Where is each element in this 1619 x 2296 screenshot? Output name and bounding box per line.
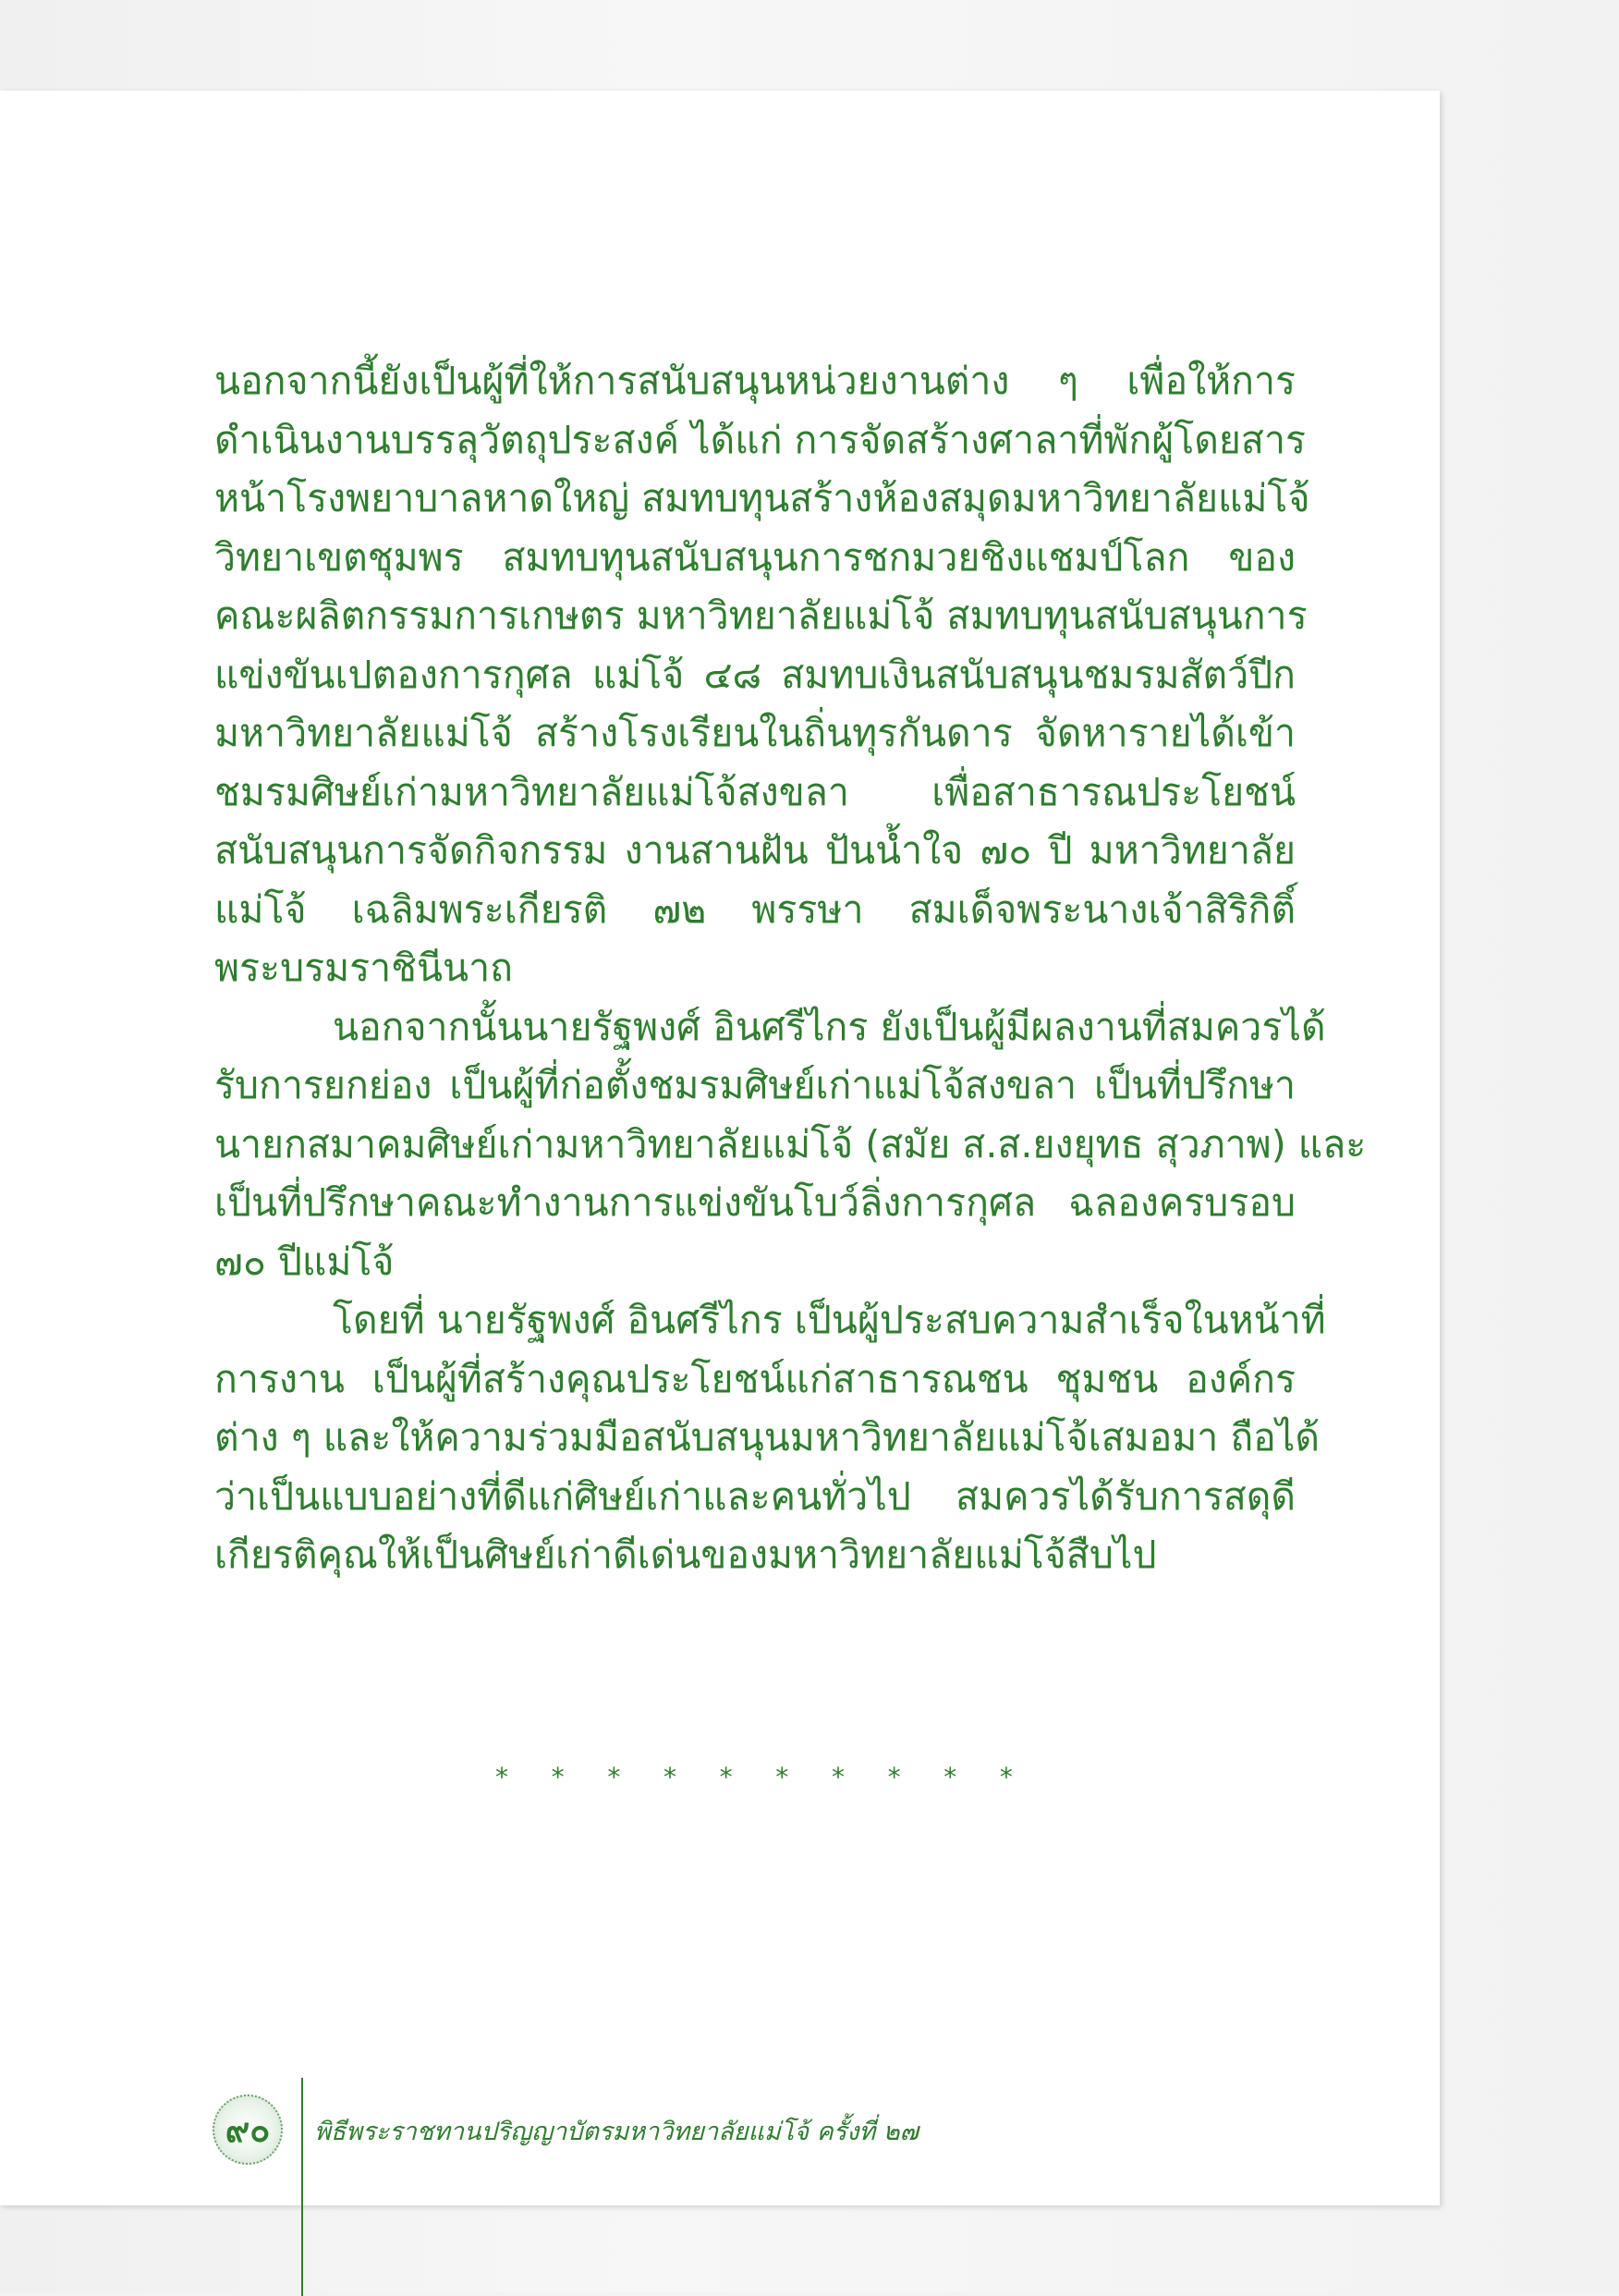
page-number-badge [213, 2094, 283, 2165]
body-line: เกียรติคุณให้เป็นศิษย์เก่าดีเด่นของมหาวิทยาลัยแม่โจ้สืบไป [214, 1533, 1157, 1577]
body-line: ๗๐ ปีแม่โจ้ [214, 1239, 395, 1284]
body-line: รับการยกย่อง เป็นผู้ที่ก่อตั้งชมรมศิษย์เก่าแม่โจ้สงขลา เป็นที่ปรึกษา [214, 1063, 1296, 1107]
separator-star: * [719, 1762, 733, 1792]
body-line: นอกจากนี้ยังเป็นผู้ที่ให้การสนับสนุนหน่วยงานต่าง ๆ เพื่อให้การ [214, 359, 1296, 403]
body-line: เป็นที่ปรึกษาคณะทำงานการแข่งขันโบว์ลิ่งการกุศล ฉลองครบรอบ [214, 1180, 1296, 1225]
body-line: การงาน เป็นผู้ที่สร้างคุณประโยชน์แก่สาธารณชน ชุมชน องค์กร [214, 1356, 1296, 1401]
separator-star: * [887, 1762, 901, 1792]
separator-star: * [999, 1762, 1013, 1792]
body-line: แข่งขันเปตองการกุศล แม่โจ้ ๔๘ สมทบเงินสนับสนุนชมรมสัตว์ปีก [214, 652, 1296, 697]
body-line: มหาวิทยาลัยแม่โจ้ สร้างโรงเรียนในถิ่นทุรกันดาร จัดหารายได้เข้า [214, 711, 1296, 755]
body-line: สนับสนุนการจัดกิจกรรม งานสานฝัน ปันน้ำใจ ๗๐ ปี มหาวิทยาลัย [214, 828, 1296, 873]
section-separator [495, 1762, 1013, 1792]
body-line: ชมรมศิษย์เก่ามหาวิทยาลัยแม่โจ้สงขลา เพื่อสาธารณประโยชน์ [214, 769, 1296, 814]
separator-star: * [495, 1762, 508, 1792]
body-line: แม่โจ้ เฉลิมพระเกียรติ ๗๒ พรรษา สมเด็จพระนางเจ้าสิริกิติ์ [214, 886, 1296, 932]
footer-divider [301, 2078, 303, 2296]
separator-star: * [607, 1762, 621, 1792]
body-line: หน้าโรงพยาบาลหาดใหญ่ สมทบทุนสร้างห้องสมุดมหาวิทยาลัยแม่โจ้ [214, 476, 1310, 520]
separator-star: * [551, 1762, 565, 1792]
separator-star: * [943, 1762, 957, 1792]
footer-caption: พิธีพระราชทานปริญญาบัตรมหาวิทยาลัยแม่โจ้ ครั้งที่ ๒๗ [314, 2118, 919, 2146]
body-line: พระบรมราชินีนาถ [214, 946, 513, 990]
body-line: วิทยาเขตชุมพร สมทบทุนสนับสนุนการชกมวยชิงแชมป์โลก ของ [214, 534, 1296, 580]
separator-star: * [775, 1762, 789, 1792]
body-line-paragraph-start: โดยที่ นายรัฐพงศ์ อินศรีไกร เป็นผู้ประสบความสำเร็จในหน้าที่ [333, 1298, 1326, 1342]
body-line: นายกสมาคมศิษย์เก่ามหาวิทยาลัยแม่โจ้ (สมัย ส.ส.ยงยุทธ สุวภาพ) และ [214, 1121, 1367, 1166]
separator-star: * [663, 1762, 676, 1792]
body-text [214, 352, 1367, 1585]
body-line: ว่าเป็นแบบอย่างที่ดีแก่ศิษย์เก่าและคนทั่วไป สมควรได้รับการสดุดี [214, 1473, 1296, 1519]
body-line-paragraph-start: นอกจากนั้นนายรัฐพงศ์ อินศรีไกร ยังเป็นผู้มีผลงานที่สมควรได้ [333, 1004, 1326, 1049]
body-line: คณะผลิตกรรมการเกษตร มหาวิทยาลัยแม่โจ้ สมทบทุนสนับสนุนการ [214, 593, 1308, 638]
page-number: ๙๐ [225, 2111, 271, 2150]
document-page [0, 91, 1440, 2205]
separator-star: * [831, 1762, 845, 1792]
body-line: ดำเนินงานบรรลุวัตถุประสงค์ ได้แก่ การจัดสร้างศาลาที่พักผู้โดยสาร [214, 417, 1306, 462]
body-line: ต่าง ๆ และให้ความร่วมมือสนับสนุนมหาวิทยาลัยแม่โจ้เสมอมา ถือได้ [214, 1415, 1321, 1459]
